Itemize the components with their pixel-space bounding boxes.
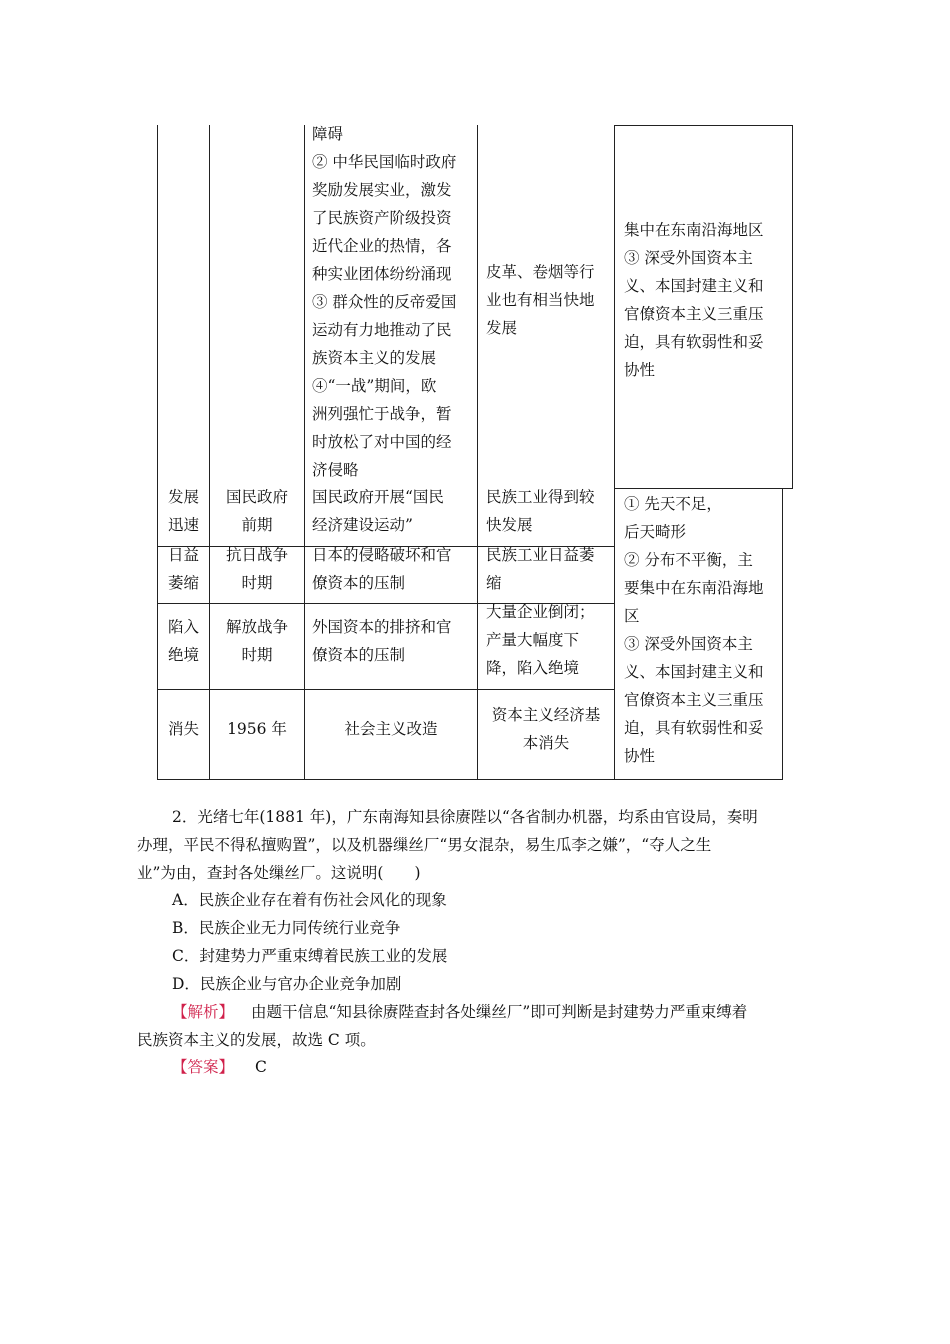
row2-performance: 民族工业日益萎 缩: [486, 546, 595, 592]
answer-tag: 【答案】: [172, 1058, 235, 1076]
table-top-block-bottom: [614, 488, 793, 489]
top-performance-cell: 皮革、卷烟等行 业也有相当快地 发展: [486, 263, 595, 337]
row3-stage: 陷入 绝境: [167, 618, 199, 664]
answer-value: C: [254, 1058, 267, 1076]
top-reason-cell: 障碍 ② 中华民国临时政府 奖励发展实业，激发 了民族资产阶级投资 近代企业的热情，各 种实业团体纷纷涌现 ③ 群众性的反帝爱国 运动有力地推动了民 族资本主义的发展 ④“一战”期间，欧 洲列强忙于战争，暂 时放松了对中国的经 济侵略: [312, 125, 457, 479]
analysis-line-2: 民族资本主义的发展，故选 C 项。: [137, 1031, 376, 1049]
row1-performance: 民族工业得到较 快发展: [486, 488, 595, 534]
table-col-divider-1: [209, 125, 210, 780]
question-stem-line-2: 办理，平民不得私擅购置”，以及机器缫丝厂“男女混杂，易生瓜李之嫌”，“夺人之生: [137, 836, 712, 854]
answer-line: [172, 1053, 832, 1081]
row2-stage: 日益 萎缩: [167, 546, 199, 592]
option-c: C．封建势力严重束缚着民族工业的发展: [172, 947, 448, 965]
option-b: B．民族企业无力同传统行业竞争: [172, 919, 401, 937]
question-stem-line-3: 业”为由，查封各处缫丝厂。这说明( ): [137, 864, 421, 882]
top-features-cell: 集中在东南沿海地区 ③ 深受外国资本主 义、本国封建主义和 官僚资本主义三重压 迫，具有软弱性和妥 协性: [624, 221, 764, 379]
question-stem-line-1: 2．光绪七年(1881 年)，广东南海知县徐赓陛以“各省制办机器，均系由官设局，奏明: [172, 808, 758, 826]
row1-stage: 发展 迅速: [167, 488, 199, 534]
row1-reason: 国民政府开展“国民 经济建设运动”: [312, 488, 444, 534]
analysis-text-1: 由题干信息“知县徐赓陛查封各处缫丝厂”即可判断是封建势力严重束缚着: [250, 1003, 748, 1021]
table-border-right-bottom: [782, 488, 783, 780]
row3-performance: 大量企业倒闭； 产量大幅度下 降，陷入绝境: [486, 603, 595, 677]
row2-reason: 日本的侵略破坏和官 僚资本的压制: [312, 546, 452, 592]
option-d: D．民族企业与官办企业竞争加剧: [172, 975, 402, 993]
row4-reason: 社会主义改造: [344, 720, 438, 738]
features-cell: ① 先天不足， 后天畸形 ② 分布不平衡，主 要集中在东南沿海地 区 ③ 深受外国资本主 义、本国封建主义和 官僚资本主义三重压 迫，具有软弱性和妥 协性: [624, 495, 764, 765]
table-border-right-top: [792, 125, 793, 488]
table-row-divider-3: [157, 689, 614, 690]
table-border-bottom: [157, 779, 783, 780]
analysis-line-1: [172, 998, 837, 1026]
row3-period: 解放战争 时期: [225, 618, 288, 664]
table-col-divider-2: [304, 125, 305, 780]
analysis-tag: 【解析】: [172, 1003, 235, 1021]
row2-period: 抗日战争 时期: [225, 546, 288, 592]
row4-period: 1956 年: [227, 720, 287, 738]
table-border-top-right: [614, 125, 793, 126]
row1-period: 国民政府 前期: [225, 488, 288, 534]
option-a: A．民族企业存在着有伤社会风化的现象: [172, 891, 447, 909]
table-col-divider-4: [614, 125, 615, 780]
table-col-divider-3: [477, 125, 478, 780]
row4-performance: 资本主义经济基 本消失: [491, 706, 601, 752]
row4-stage: 消失: [167, 720, 199, 738]
row3-reason: 外国资本的排挤和官 僚资本的压制: [312, 618, 452, 664]
table-border-left: [157, 125, 158, 780]
